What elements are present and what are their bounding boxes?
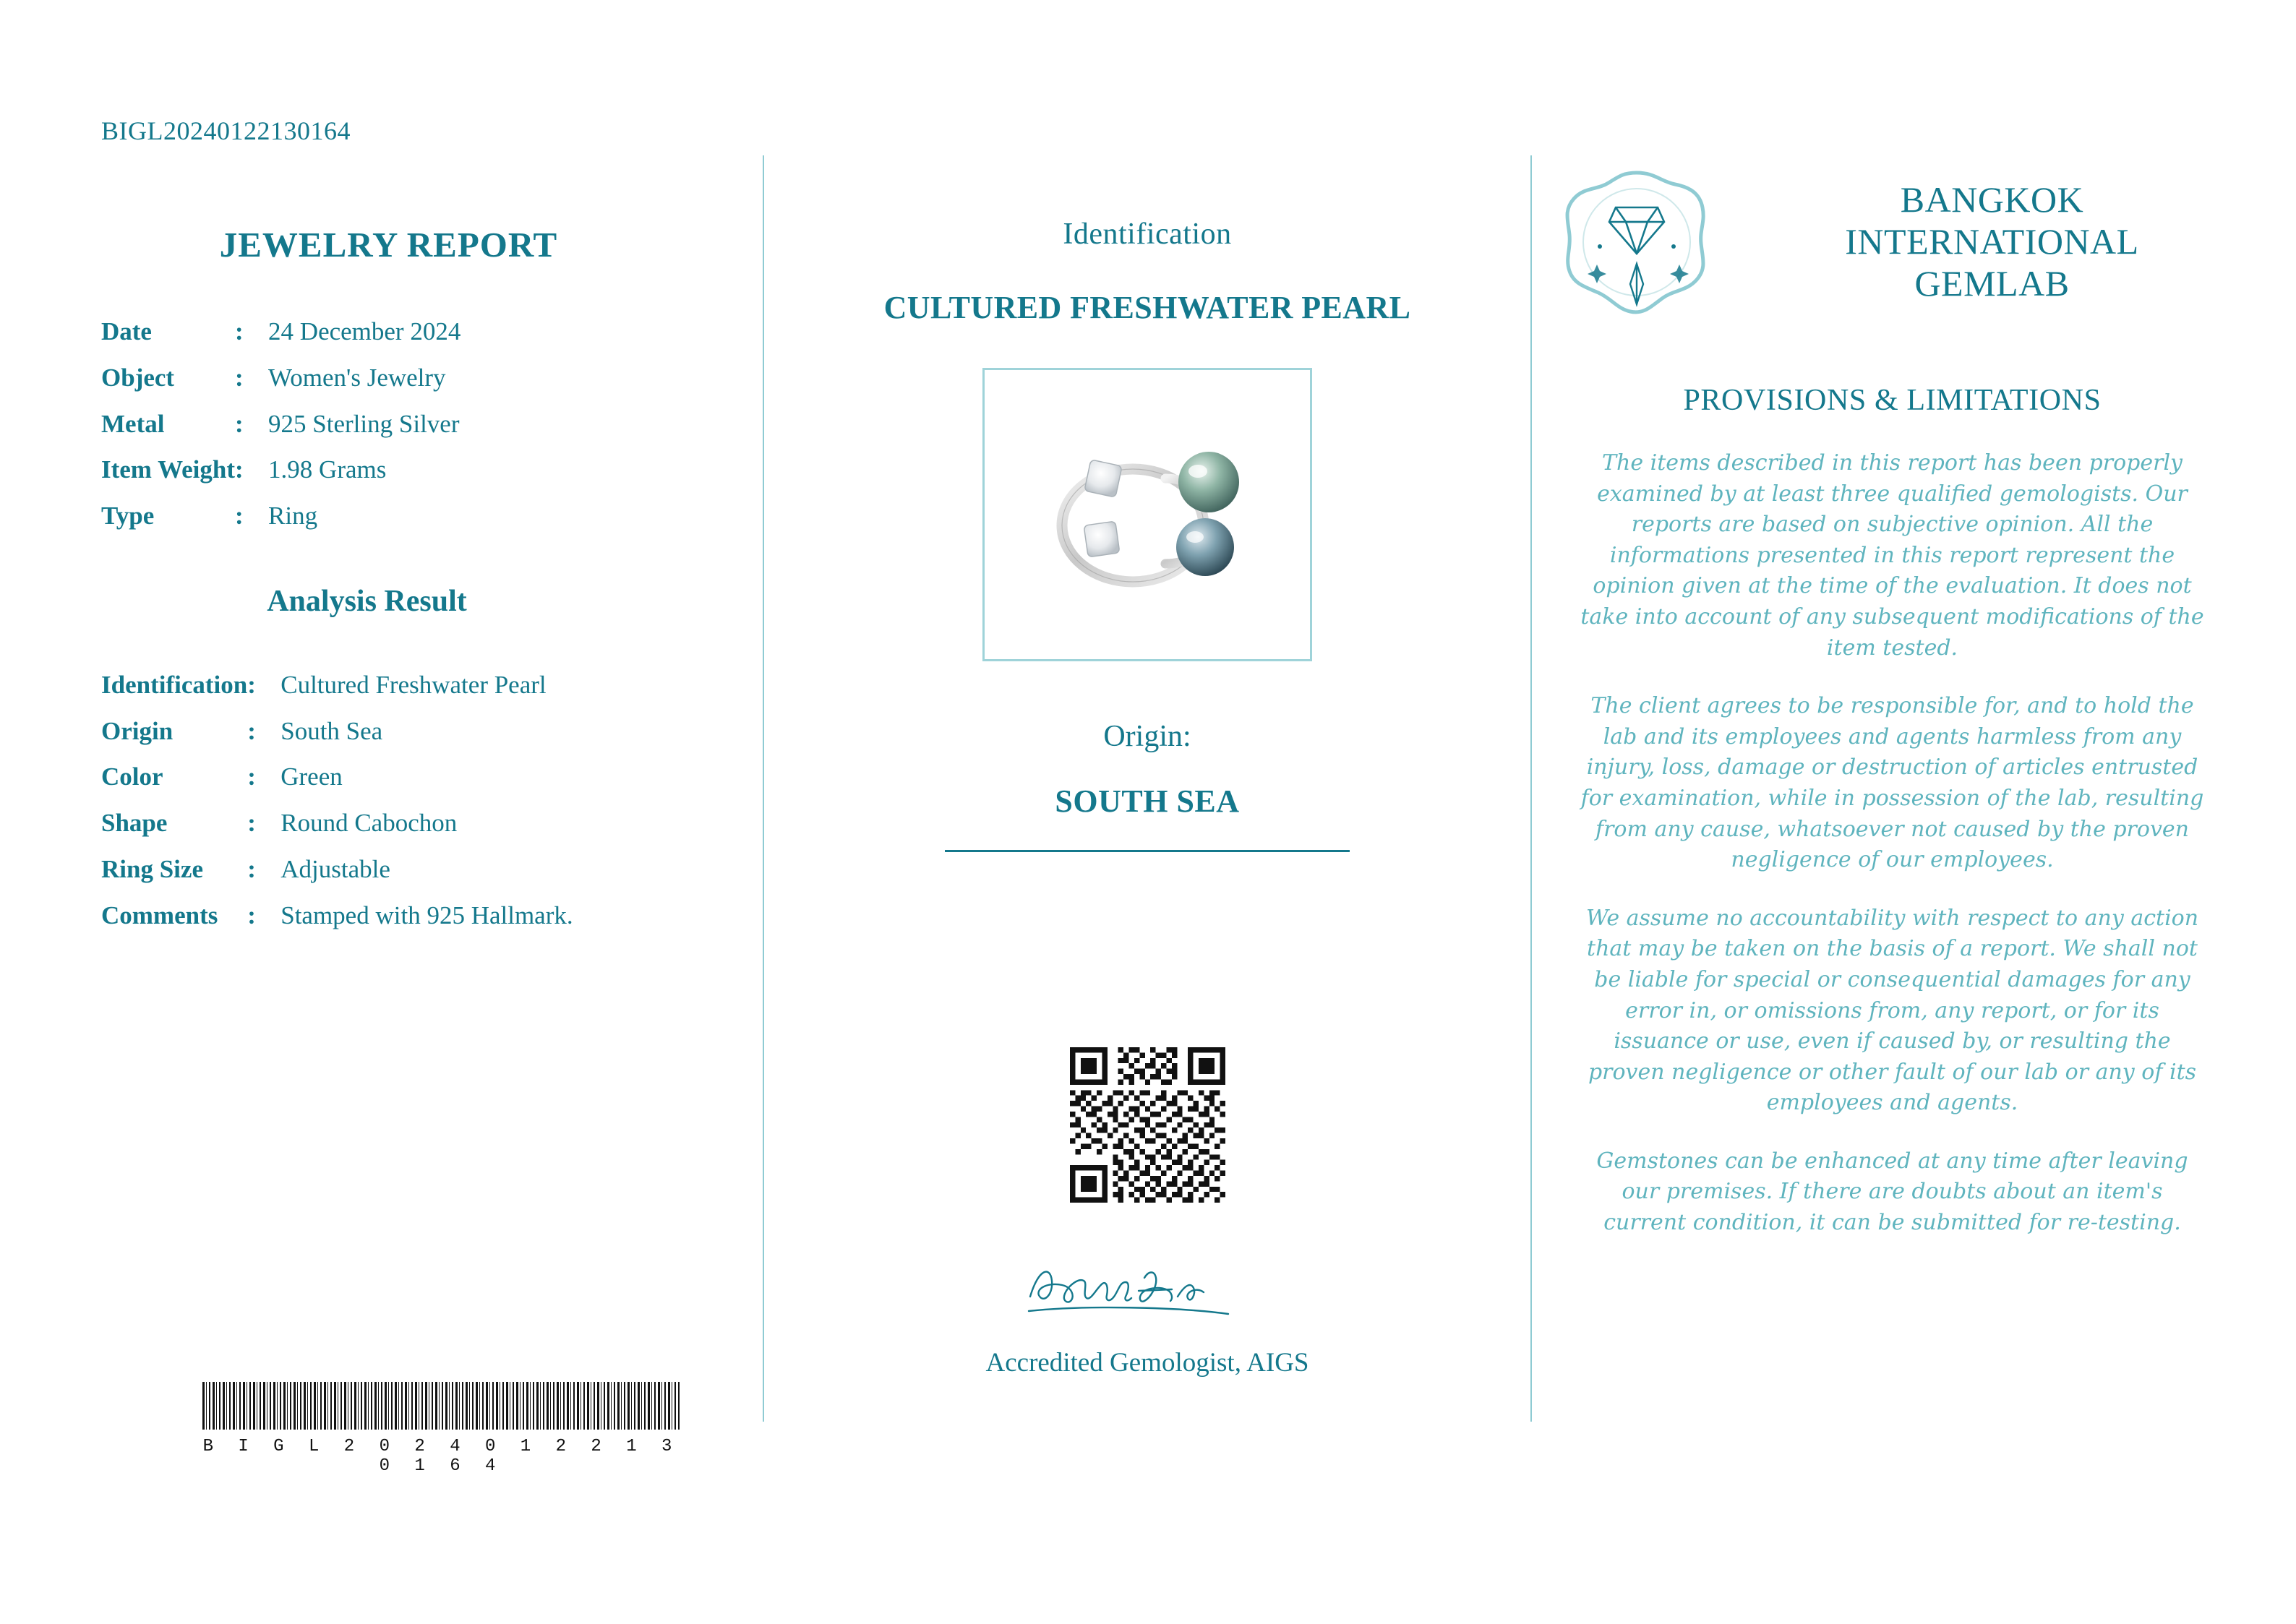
analysis-colon: : — [247, 809, 256, 837]
report-id: BIGL20240122130164 — [101, 116, 351, 145]
signature-caption: Accredited Gemologist, AIGS — [985, 1348, 1309, 1378]
analysis-key: Shape — [101, 809, 168, 837]
identification-value: CULTURED FRESHWATER PEARL — [883, 290, 1411, 325]
analysis-colon: : — [247, 901, 256, 929]
analysis-colon: : — [247, 762, 256, 791]
provisions-body — [1546, 448, 2238, 1239]
analysis-title: Analysis Result — [267, 584, 467, 618]
table-row — [101, 355, 461, 401]
analysis-colon: : — [247, 670, 256, 699]
signature — [1017, 1253, 1277, 1333]
analysis-key: Ring Size — [101, 854, 203, 883]
table-row — [101, 754, 573, 800]
detail-colon: : — [235, 363, 244, 392]
detail-key: Type — [101, 502, 155, 530]
table-row — [101, 309, 461, 355]
brand-line-3: GEMLAB — [1914, 263, 2070, 304]
detail-value: 1.98 Grams — [268, 455, 387, 484]
table-row — [101, 800, 573, 846]
origin-value: SOUTH SEA — [1055, 783, 1240, 819]
table-row — [101, 493, 461, 539]
analysis-colon: : — [247, 854, 256, 883]
brand-header — [1546, 163, 2238, 325]
detail-value: 925 Sterling Silver — [268, 409, 460, 438]
provisions-paragraph: The items described in this report has been properly examined by at least three qualified gemologists. Our reports are based on subjective opinion. All the informations presented in this report represent the opinion given at the time of the evaluation. It does not take into account of any subsequent modifications of the item tested. — [1580, 450, 2204, 661]
provisions-paragraph: We assume no accountability with respect to any action that may be taken on the basis of a report. We shall not be liable for special or consequential damages for any error in, or omissions from, any report, or for its issuance or use, even if caused by, or resulting the proven negligence or other fault of our lab or any of its employees and agents. — [1585, 905, 2199, 1116]
analysis-key: Identification — [101, 670, 248, 699]
brand-line-1: BANGKOK — [1900, 179, 2084, 220]
analysis-value: Cultured Freshwater Pearl — [280, 670, 547, 699]
right-column — [1532, 0, 2296, 1624]
detail-value: 24 December 2024 — [268, 317, 461, 345]
provisions-paragraph: Gemstones can be enhanced at any time after leaving our premises. If there are doubts about an item's current condition, it can be submitted for re-testing. — [1596, 1148, 2188, 1236]
detail-value: Women's Jewelry — [268, 363, 446, 392]
analysis-key: Color — [101, 762, 163, 791]
brand-title — [1746, 163, 2238, 304]
analysis-value: Green — [280, 762, 343, 791]
detail-colon: : — [235, 317, 244, 345]
barcode — [202, 1382, 680, 1476]
analysis-colon: : — [247, 716, 256, 745]
barcode-text: B I G L 2 0 2 4 0 1 2 2 1 3 0 1 6 4 — [202, 1437, 680, 1476]
detail-value: Ring — [268, 502, 318, 530]
provisions-title: PROVISIONS & LIMITATIONS — [1683, 384, 2102, 417]
provisions-paragraph: The client agrees to be responsible for, and to hold the lab and its employees and agents harmless from any injury, loss, damage or destruction of articles entrusted for examination, while in possession of the lab, resulting from any cause, whatsoever not caused by the proven negligence of our employees. — [1580, 693, 2204, 873]
analysis-value: Stamped with 925 Hallmark. — [280, 901, 573, 929]
detail-colon: : — [235, 502, 244, 530]
origin-label: Origin: — [1103, 720, 1191, 753]
details-table — [101, 309, 461, 539]
analysis-key: Origin — [101, 716, 174, 745]
detail-key: Item Weight — [101, 455, 236, 484]
detail-colon: : — [235, 455, 244, 484]
gemlab-logo-icon — [1546, 163, 1727, 325]
detail-colon: : — [235, 409, 244, 438]
item-photo — [982, 368, 1312, 661]
table-row — [101, 708, 573, 755]
barcode-bars — [202, 1382, 680, 1430]
table-row — [101, 893, 573, 939]
divider-rule — [945, 850, 1350, 852]
analysis-key: Comments — [101, 901, 218, 929]
analysis-value: Round Cabochon — [280, 809, 458, 837]
table-row — [101, 846, 573, 893]
left-column — [0, 0, 763, 1624]
analysis-value: Adjustable — [280, 854, 390, 883]
table-row — [101, 662, 573, 708]
table-row — [101, 401, 461, 447]
detail-key: Metal — [101, 409, 165, 438]
brand-line-2: INTERNATIONAL — [1845, 221, 2139, 262]
analysis-table — [101, 662, 573, 939]
table-row — [101, 447, 461, 493]
identification-label: Identification — [1063, 218, 1232, 251]
detail-key: Object — [101, 363, 175, 392]
qr-code[interactable] — [1070, 1047, 1225, 1203]
detail-key: Date — [101, 317, 152, 345]
middle-column — [764, 0, 1530, 1624]
analysis-value: South Sea — [280, 716, 383, 745]
page-title: JEWELRY REPORT — [219, 225, 558, 265]
ring-photo-illustration — [985, 370, 1310, 659]
